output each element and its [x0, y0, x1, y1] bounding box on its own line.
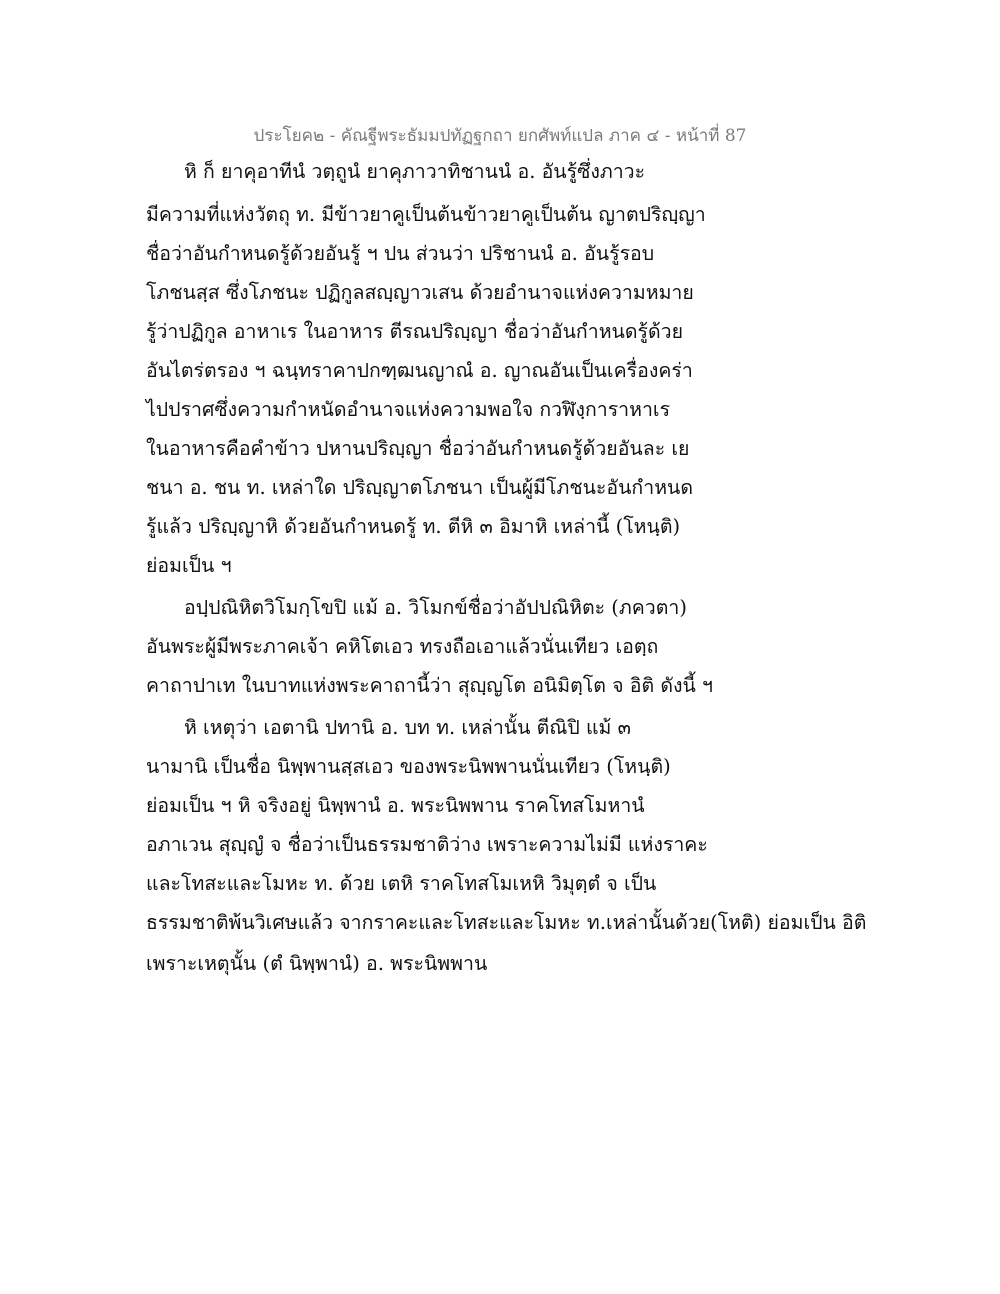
- text-line: ในอาหารคือคำข้าว ปหานปริญฺญา ชื่อว่าอันกำหนดรู้ด้วยอันละ เย: [146, 437, 690, 460]
- text-line: อันพระผู้มีพระภาคเจ้า คหิโตเอว ทรงถือเอาแล้วนั่นเทียว เอตฺถ: [146, 635, 659, 658]
- page-header: ประโยค๒ - คัณฐีพระธัมมปทัฏฐกถา ยกศัพท์แปล ภาค ๔ - หน้าที่ 87: [253, 126, 747, 146]
- text-line: อภาเวน สุญฺญํ จ ชื่อว่าเป็นธรรมชาติว่าง เพราะความไม่มี แห่งราคะ: [146, 833, 708, 856]
- text-line: โภชนสฺส ซึ่งโภชนะ ปฏิกูลสญฺญาวเสน ด้วยอำนาจแห่งความหมาย: [146, 281, 694, 304]
- text-line: หิ ก็ ยาคุอาทีนํ วตฺถูนํ ยาคุภาวาทิชานนํ อ. อันรู้ซึ่งภาวะ: [184, 160, 646, 183]
- text-line: รู้แล้ว ปริญฺญาหิ ด้วยอันกำหนดรู้ ท. ตีหิ ๓ อิมาหิ เหล่านี้ (โหนฺติ): [146, 515, 681, 538]
- text-line: อปฺปณิหิตวิโมกฺโขปิ แม้ อ. วิโมกข์ชื่อว่าอัปปณิหิตะ (ภควตา): [184, 596, 687, 619]
- text-line: ชนา อ. ชน ท. เหล่าใด ปริญฺญาตโภชนา เป็นผู้มีโภชนะอันกำหนด: [146, 476, 694, 499]
- text-line: รู้ว่าปฏิกูล อาหาเร ในอาหาร ตีรณปริญฺญา ชื่อว่าอันกำหนดรู้ด้วย: [146, 320, 684, 343]
- text-line: และโทสะและโมหะ ท. ด้วย เตหิ ราคโทสโมเหหิ วิมุตฺตํ จ เป็น: [146, 872, 657, 895]
- text-line: หิ เหตุว่า เอตานิ ปทานิ อ. บท ท. เหล่านั้น ตีณิปิ แม้ ๓: [184, 716, 631, 739]
- text-line: คาถาปาเท ในบาทแห่งพระคาถานี้ว่า สุญฺญโต อนิมิตฺโต จ อิติ ดังนี้ ฯ: [146, 674, 713, 697]
- text-line: ชื่อว่าอันกำหนดรู้ด้วยอันรู้ ฯ ปน ส่วนว่า ปริชานนํ อ. อันรู้รอบ: [146, 242, 655, 265]
- text-line: ย่อมเป็น ฯ: [146, 554, 232, 577]
- text-line: อันไตร่ตรอง ฯ ฉนฺทราคาปกฑฺฒนญาณํ อ. ญาณอันเป็นเครื่องคร่า: [146, 359, 693, 382]
- text-line: นามานิ เป็นชื่อ นิพฺพานสฺสเอว ของพระนิพพานนั่นเทียว (โหนฺติ): [146, 755, 671, 778]
- text-line: ไปปราศซึ่งความกำหนัดอำนาจแห่งความพอใจ กวฬิงฺการาหาเร: [146, 398, 671, 421]
- text-line: ธรรมชาติพ้นวิเศษแล้ว จากราคะและโทสะและโมหะ ท.เหล่านั้นด้วย(โหติ) ย่อมเป็น อิติ: [146, 911, 867, 934]
- text-line: มีความที่แห่งวัตถุ ท. มีข้าวยาคูเป็นต้นข้าวยาคูเป็นต้น ญาตปริญฺญา: [146, 203, 706, 226]
- text-line: ย่อมเป็น ฯ หิ จริงอยู่ นิพฺพานํ อ. พระนิพพาน ราคโทสโมหานํ: [146, 794, 645, 817]
- text-line: เพราะเหตุนั้น (ตํ นิพฺพานํ) อ. พระนิพพาน: [146, 952, 488, 975]
